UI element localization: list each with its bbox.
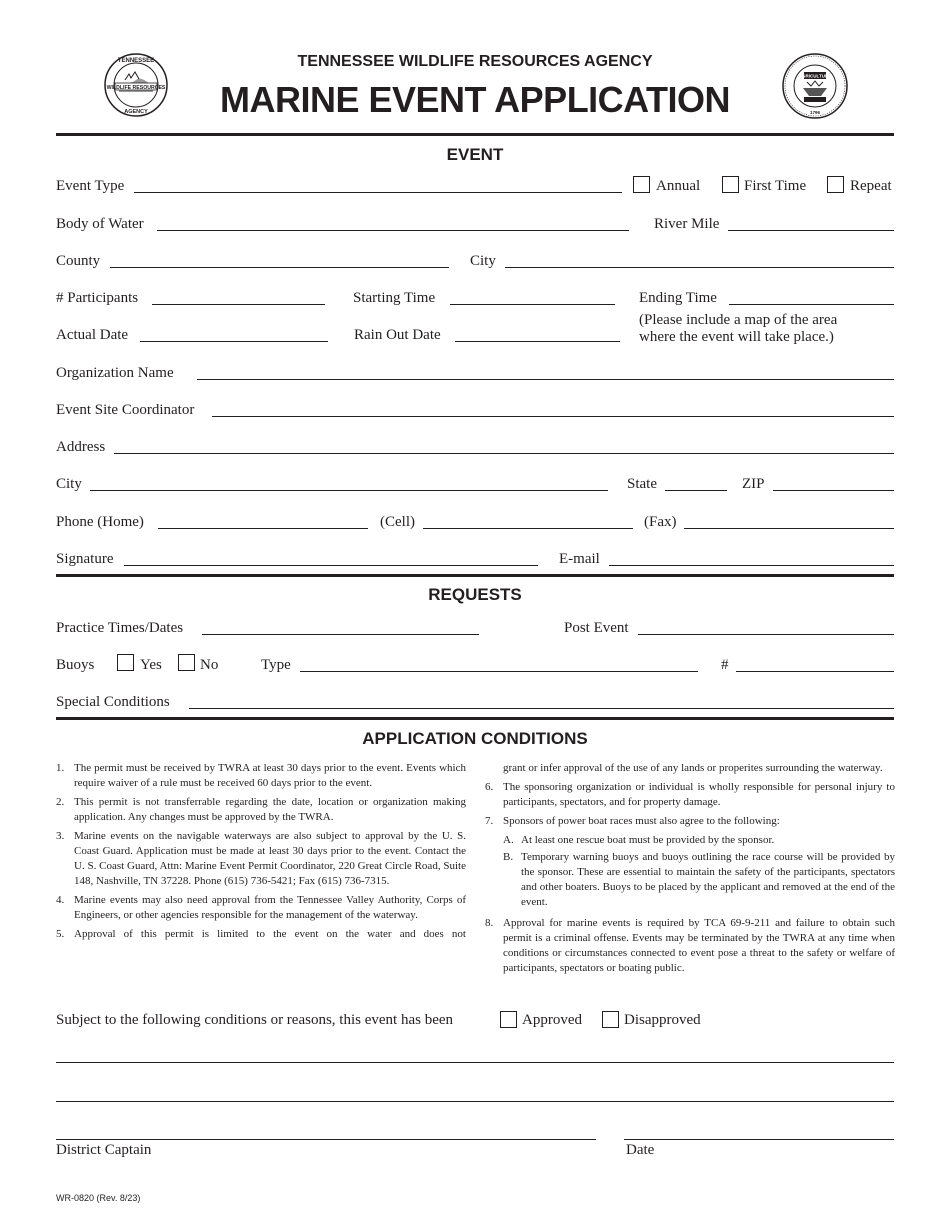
- event-rule: [56, 574, 894, 577]
- annual-label: Annual: [656, 178, 701, 194]
- event-heading: EVENT: [446, 145, 504, 164]
- river-mile-field[interactable]: [728, 230, 894, 231]
- tennessee-state-seal: [781, 52, 849, 120]
- cell-label: (Cell): [380, 514, 415, 530]
- map-note-line-1: (Please include a map of the area: [639, 312, 838, 328]
- organization-name-label: Organization Name: [56, 365, 174, 381]
- buoy-type-field[interactable]: [300, 671, 698, 672]
- phone-home-field[interactable]: [158, 528, 368, 529]
- signature-label: Signature: [56, 551, 114, 567]
- condition-item: 4. Marine events may also need approval from the Tennessee Valley Authority, Corps of Engineers, or other agencies responsible for the management of the waterway.: [56, 894, 466, 921]
- special-conditions-label: Special Conditions: [56, 694, 170, 710]
- conditions-left-column: [56, 761, 466, 946]
- zip-label: ZIP: [742, 476, 765, 492]
- event-type-label: Event Type: [56, 178, 125, 194]
- date-field[interactable]: [624, 1139, 894, 1140]
- actual-date-field[interactable]: [140, 341, 328, 342]
- approved-label: Approved: [522, 1012, 582, 1028]
- conditions-right-column: [485, 761, 895, 980]
- address-city-field[interactable]: [90, 490, 608, 491]
- condition-item: 1. The permit must be received by TWRA at least 30 days prior to the event. Events which require waiver of a rule must be received 60 days prior to the event.: [56, 762, 466, 789]
- practice-times-label: Practice Times/Dates: [56, 620, 184, 636]
- svg-text:1796: 1796: [809, 110, 821, 115]
- practice-times-field[interactable]: [202, 634, 479, 635]
- buoy-type-label: Type: [261, 657, 291, 673]
- buoys-label: Buoys: [56, 657, 95, 673]
- requests-rule: [56, 717, 894, 720]
- page-title: MARINE EVENT APPLICATION: [219, 79, 731, 120]
- condition-item: 8. Approval for marine events is required by TCA 69-9-211 and failure to obtain such permit is a criminal offense. Events may be terminated by the TWRA at any time when conditions or circumstances connected to event pose a threat to the safety or welfare of participants, spectators or boating public.: [485, 917, 895, 974]
- address-label: Address: [56, 439, 106, 455]
- rain-out-date-field[interactable]: [455, 341, 620, 342]
- fax-label: (Fax): [644, 514, 677, 530]
- form-number: WR-0820 (Rev. 8/23): [56, 1193, 141, 1203]
- special-conditions-field[interactable]: [189, 708, 894, 709]
- county-label: County: [56, 253, 101, 269]
- buoy-number-field[interactable]: [736, 671, 894, 672]
- svg-text:TENNESSEE: TENNESSEE: [117, 58, 155, 64]
- svg-text:WILDLIFE RESOURCES: WILDLIFE RESOURCES: [106, 85, 166, 91]
- city-field[interactable]: [505, 267, 894, 268]
- email-label: E-mail: [559, 551, 600, 567]
- participants-label: # Participants: [56, 290, 139, 306]
- condition-item: 5. Approval of this permit is limited to the event on the water and does not: [56, 928, 466, 940]
- coordinator-label: Event Site Coordinator: [56, 402, 195, 418]
- phone-home-label: Phone (Home): [56, 514, 144, 530]
- organization-name-field[interactable]: [197, 379, 894, 380]
- condition-item: 7. Sponsors of power boat races must also agree to the following:: [485, 815, 780, 827]
- river-mile-label: River Mile: [654, 216, 720, 232]
- first-time-checkbox[interactable]: [722, 176, 739, 193]
- requests-heading: REQUESTS: [428, 585, 522, 604]
- body-of-water-field[interactable]: [157, 230, 629, 231]
- zip-field[interactable]: [773, 490, 894, 491]
- header-rule: [56, 133, 894, 136]
- county-field[interactable]: [110, 267, 449, 268]
- disapproved-checkbox[interactable]: [602, 1011, 619, 1028]
- city-label: City: [470, 253, 496, 269]
- fax-field[interactable]: [684, 528, 894, 529]
- district-captain-label: District Captain: [56, 1142, 152, 1158]
- date-label: Date: [626, 1142, 655, 1158]
- condition-subitem: B. Temporary warning buoys and buoys outlining the race course will be provided by the sponsor. These are essential to maintain the safety of the participants, spectators and other boaters. Buoys to be placed by the applicant and removed at the end of the event.: [503, 851, 895, 908]
- conditions-heading: APPLICATION CONDITIONS: [362, 729, 588, 748]
- buoys-no-label: No: [200, 657, 219, 673]
- state-field[interactable]: [665, 490, 727, 491]
- starting-time-field[interactable]: [450, 304, 615, 305]
- address-city-label: City: [56, 476, 82, 492]
- condition-item: 2. This permit is not transferrable regarding the date, location or organization making application. Any changes must be approved by the TWRA.: [56, 796, 466, 823]
- condition-subitem: A. At least one rescue boat must be provided by the sponsor.: [503, 834, 775, 846]
- reasons-line-2[interactable]: [56, 1101, 894, 1102]
- district-captain-field[interactable]: [56, 1139, 596, 1140]
- reasons-line-1[interactable]: [56, 1062, 894, 1063]
- buoys-yes-checkbox[interactable]: [117, 654, 134, 671]
- coordinator-field[interactable]: [212, 416, 894, 417]
- map-note-line-2: where the event will take place.): [639, 329, 834, 345]
- post-event-field[interactable]: [638, 634, 894, 635]
- svg-text:AGENCY: AGENCY: [124, 109, 148, 115]
- repeat-label: Repeat: [850, 178, 892, 194]
- starting-time-label: Starting Time: [353, 290, 436, 306]
- repeat-checkbox[interactable]: [827, 176, 844, 193]
- agency-name: TENNESSEE WILDLIFE RESOURCES AGENCY: [297, 53, 653, 70]
- buoys-no-checkbox[interactable]: [178, 654, 195, 671]
- rain-out-date-label: Rain Out Date: [354, 327, 441, 343]
- ending-time-field[interactable]: [729, 304, 894, 305]
- svg-text:AGRICULTURE: AGRICULTURE: [798, 73, 832, 79]
- decision-statement: Subject to the following conditions or reasons, this event has been: [56, 1012, 454, 1028]
- state-label: State: [627, 476, 657, 492]
- signature-field[interactable]: [124, 565, 538, 566]
- buoy-number-label: #: [721, 657, 729, 673]
- buoys-yes-label: Yes: [140, 657, 162, 673]
- first-time-label: First Time: [744, 178, 807, 194]
- email-field[interactable]: [609, 565, 894, 566]
- post-event-label: Post Event: [564, 620, 629, 636]
- condition-item-continued: grant or infer approval of the use of any lands or properites surrounding the waterway.: [503, 762, 883, 774]
- actual-date-label: Actual Date: [56, 327, 129, 343]
- participants-field[interactable]: [152, 304, 325, 305]
- annual-checkbox[interactable]: [633, 176, 650, 193]
- event-type-field[interactable]: [134, 192, 622, 193]
- ending-time-label: Ending Time: [639, 290, 717, 306]
- condition-item: 3. Marine events on the navigable waterways are also subject to approval by the U. S. Coast Guard. Application must be made at least 30 days prior to the event. Contact the U. S. Coast Guard, Attn: Marine Event Permit Coordinator, 220 Great Circle Road, Suite 148, Nashville, TN 37228. Phone (615) 736-5421; Fax (615) 736-7315.: [56, 830, 466, 887]
- disapproved-label: Disapproved: [624, 1012, 701, 1028]
- approved-checkbox[interactable]: [500, 1011, 517, 1028]
- address-field[interactable]: [114, 453, 894, 454]
- body-of-water-label: Body of Water: [56, 216, 144, 232]
- condition-item: 6. The sponsoring organization or individual is wholly responsible for personal injury to participants, spectators, and for property damage.: [485, 781, 895, 808]
- cell-field[interactable]: [423, 528, 633, 529]
